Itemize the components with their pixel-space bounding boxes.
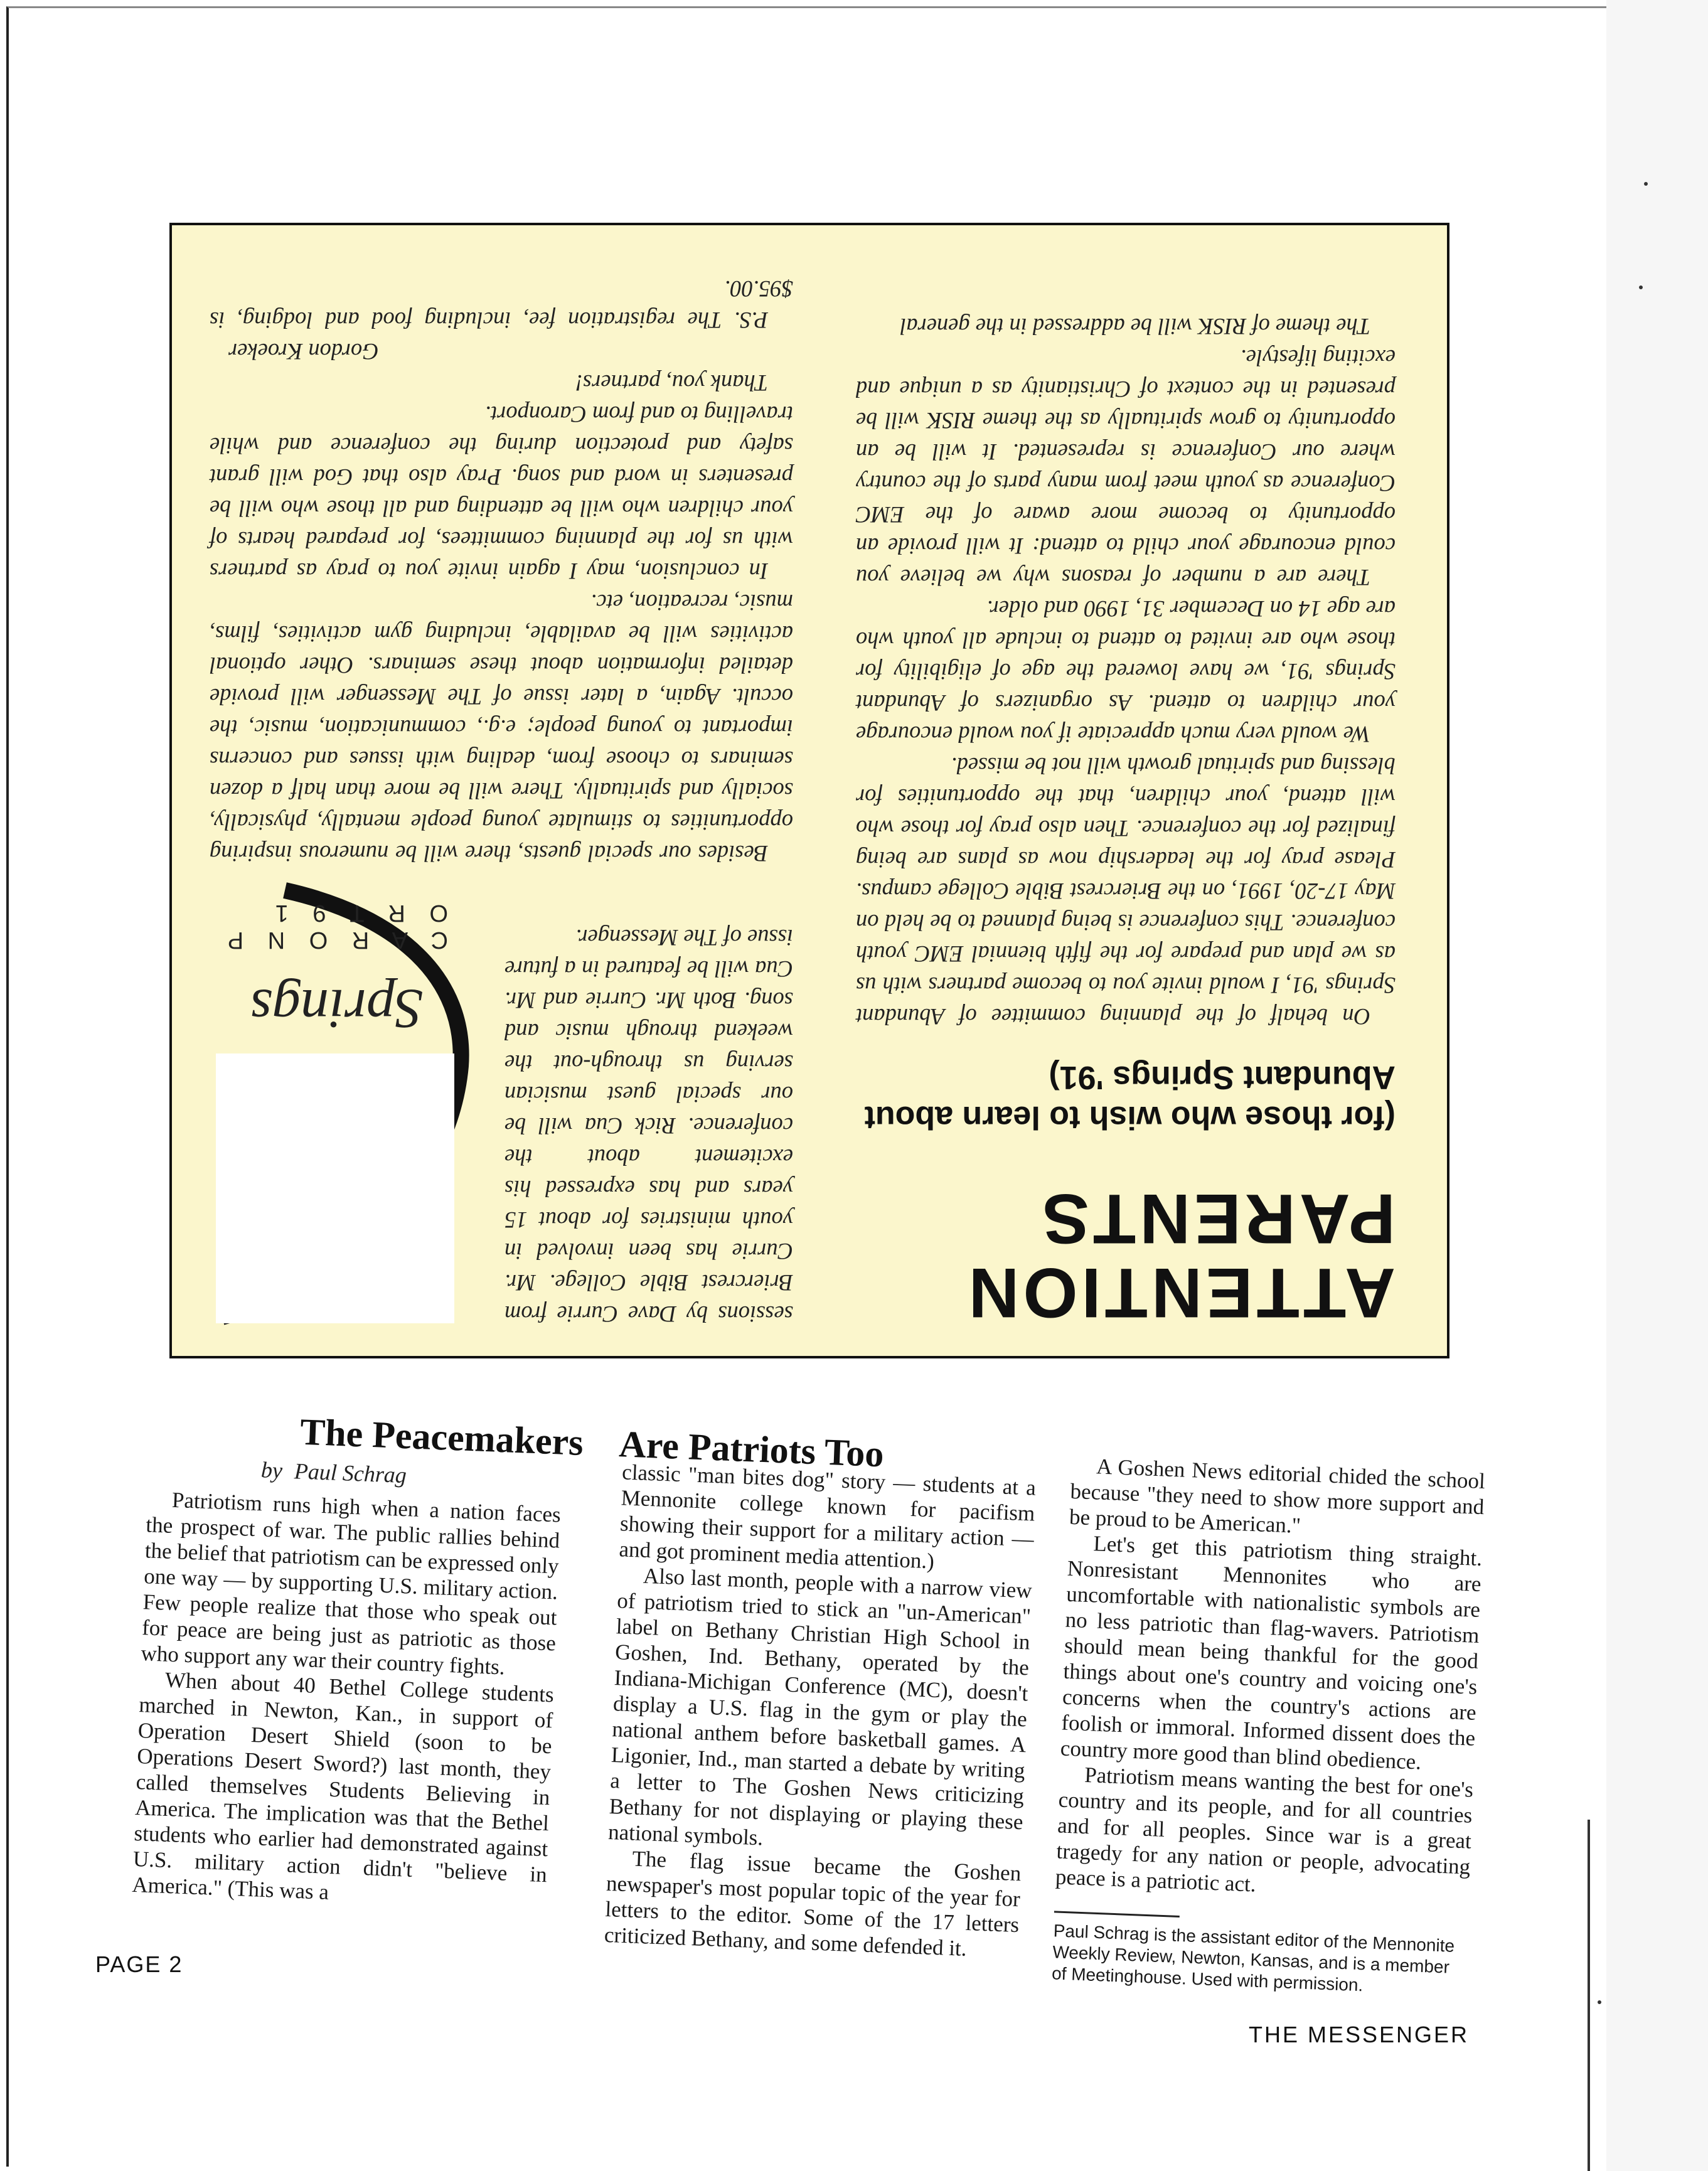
attribution-divider <box>1054 1911 1180 1918</box>
byline-author: Paul Schrag <box>294 1458 407 1488</box>
article-paragraph: Also last month, people with a narrow view of patriotism tried to stick an "un-American" label on Bethany Christian High School in Goshen, Ind. Bethany, operated by the Indiana-Michigan Conference (MC), doesn't display a U.S. flag in the gym or play the national anthem before basketball games. A Ligonier, Ind., man started a debate by writing a letter to The Goshen News criticizing Bethany for not displaying or playing these national symbols. <box>607 1563 1033 1850</box>
ad-paragraph: We would very much appreciate if you would encourage your children to attend. As organizers of Abundant Springs '91, we have lowered the age of eligibility for those who are invited to attend to include all youth who are age 14 on December 31, 1990 and older. <box>856 596 1396 747</box>
scan-margin <box>1606 0 1708 2171</box>
ad-paragraph: Thank you, partners! <box>575 370 768 396</box>
article-paragraph: A Goshen News editorial chided the school because "they need to show more support and be proud to be American." <box>1069 1454 1486 1538</box>
page-number: PAGE 2 <box>95 1951 183 1977</box>
ad-paragraph: The theme of RISK will be addressed in the general <box>900 314 1370 339</box>
ad-paragraph: In conclusion, may I again invite you to pray as partners with us for the planning committees, for prepared hearts of your children who will be attending and all those who will be presenters in word and song. Pray also that God will grant safety and protection during the conference and while travelling to and from Caronport. <box>210 402 793 584</box>
publication-name: THE MESSENGER <box>1249 2022 1470 2047</box>
ad-subheading: (for those who wish to learn about Abundant Springs '91) <box>864 1059 1396 1136</box>
ad-right-column <box>210 273 793 1330</box>
article-title-part: Are Patriots Too <box>618 1423 885 1475</box>
ad-right-top <box>210 878 793 1330</box>
ad-left-column <box>856 311 1396 1330</box>
article-column-3 <box>1052 1453 1486 2000</box>
ad-paragraph: On behalf of the planning committee of Abundant Springs '91, I would invite you to become partners with us as we plan and prepare for the fifth biennial EMC youth conference. This conference is being planned to be held on May 17-20, 1991, on the Briercrest Bible College campus. Please pray for the leadership now as plans are being finalized for the conference. Then also pray for those who will attend, your children, that the opportunities for blessing and spiritual growth will not be missed. <box>856 753 1396 1030</box>
abundant-springs-logo <box>210 878 473 1330</box>
article-paragraph: When about 40 Bethel College students marched in Newton, Kan., in support of Operation Desert Shield (soon to be Operations Desert Sword?) last month, they called themselves Students Believing in America. The implication was that the Bethel students who earlier had demonstrated against U.S. military action didn't "believe in America." (This was a <box>131 1667 555 1904</box>
article-paragraph: classic "man bites dog" story — students at a Mennonite college known for pacifism showing their support for a military action — and got prominent media attention.) <box>618 1459 1037 1574</box>
byline-prefix: by <box>260 1457 283 1483</box>
article-paragraph: Let's get this patriotism thing straight. Nonresistant Mennonites who are uncomfortable with nationalistic symbols are no less patriotic than flag-wavers. Patriotism should mean being thankful for the good things about one's country and voicing one's concerns when the country's actions are foolish or immoral. Informed dissent does the country more good than blind obedience. <box>1060 1531 1483 1774</box>
logo-redaction-block <box>216 1053 454 1323</box>
attention-parents-ad <box>169 223 1449 1358</box>
ad-heading-line2: PARENTS <box>1038 1180 1396 1258</box>
article-column-1 <box>132 1486 562 1913</box>
article-paragraph: The flag issue became the Goshen newspaper's most popular topic of the year for letters to the editor. Some of the 17 letters criticized Bethany, and some defended it. <box>604 1846 1022 1961</box>
article-paragraph: Patriotism means wanting the best for one's country and its people, and for all countries and for all peoples. Since war is a great tragedy for any nation or people, advocating peace is a patriotic act. <box>1055 1763 1474 1897</box>
logo-caption: C A R O N P O R T 9 1 <box>219 900 448 953</box>
ad-heading-line1: ATTENTION <box>964 1254 1396 1332</box>
scan-speck <box>1598 2000 1601 2004</box>
byline <box>260 1456 407 1488</box>
ad-rotated-content <box>172 225 1452 1361</box>
scan-edge-line <box>1588 1820 1590 2171</box>
ad-signature: Gordon Kroeker <box>228 339 379 365</box>
ad-paragraph: sessions by Dave Currie from Briercrest Bible College. Mr. Currie has been involved in youth ministries for about 15 years and has expressed his excitement about the conference. Rick Cua will be our special guest musician serving us through-out the weekend through music and song. Both Mr. Currie and Mr. Cua will be featured in a future issue of The Messenger. <box>504 925 793 1327</box>
author-attribution: Paul Schrag is the assistant editor of the Mennonite Weekly Review, Newton, Kansas, and is a member of Meetinghouse. Used with permission. <box>1051 1921 1455 1995</box>
ad-paragraph: There are a number of reasons why we believe you could encourage your child to attend: It will provide an opportunity to become more aware of the EMC Conference as youth meet from many parts of the country where our Conference is represented. It will be an opportunity to grow spiritually as the theme RISK will be presented in the context of Christianity as a unique and exciting lifestyle. <box>856 345 1396 590</box>
article-paragraph: Patriotism runs high when a nation faces the prospect of war. The public rallies behind the belief that patriotism can be expressed only one way — by supporting U.S. military action. Few people realize that those who speak out for peace are being just as patriotic as those who support any war their country fights. <box>140 1487 562 1680</box>
article-title-part: The Peacemakers <box>299 1411 584 1463</box>
article <box>70 1402 1499 2083</box>
scan-speck <box>1644 182 1648 186</box>
article-column-2 <box>604 1459 1036 1963</box>
ad-postscript: P.S. The registration fee, including food and lodging, is $95.00. <box>210 276 793 333</box>
logo-script-text: Springs <box>250 978 423 1040</box>
ad-paragraph: Besides our special guests, there will be numerous inspiring opportunities to stimulate young people mentally, physically, socially and spiritually. There will be more than half a dozen seminars to choose from, dealing with issues and concerns important to young people; e.g., communication, music, the occult. Again, a later issue of The Messenger will provide detailed information about these seminars. Other optional activities will be available, including gym activities, films, music, recreation, etc. <box>210 590 793 867</box>
scan-speck <box>1639 285 1643 289</box>
